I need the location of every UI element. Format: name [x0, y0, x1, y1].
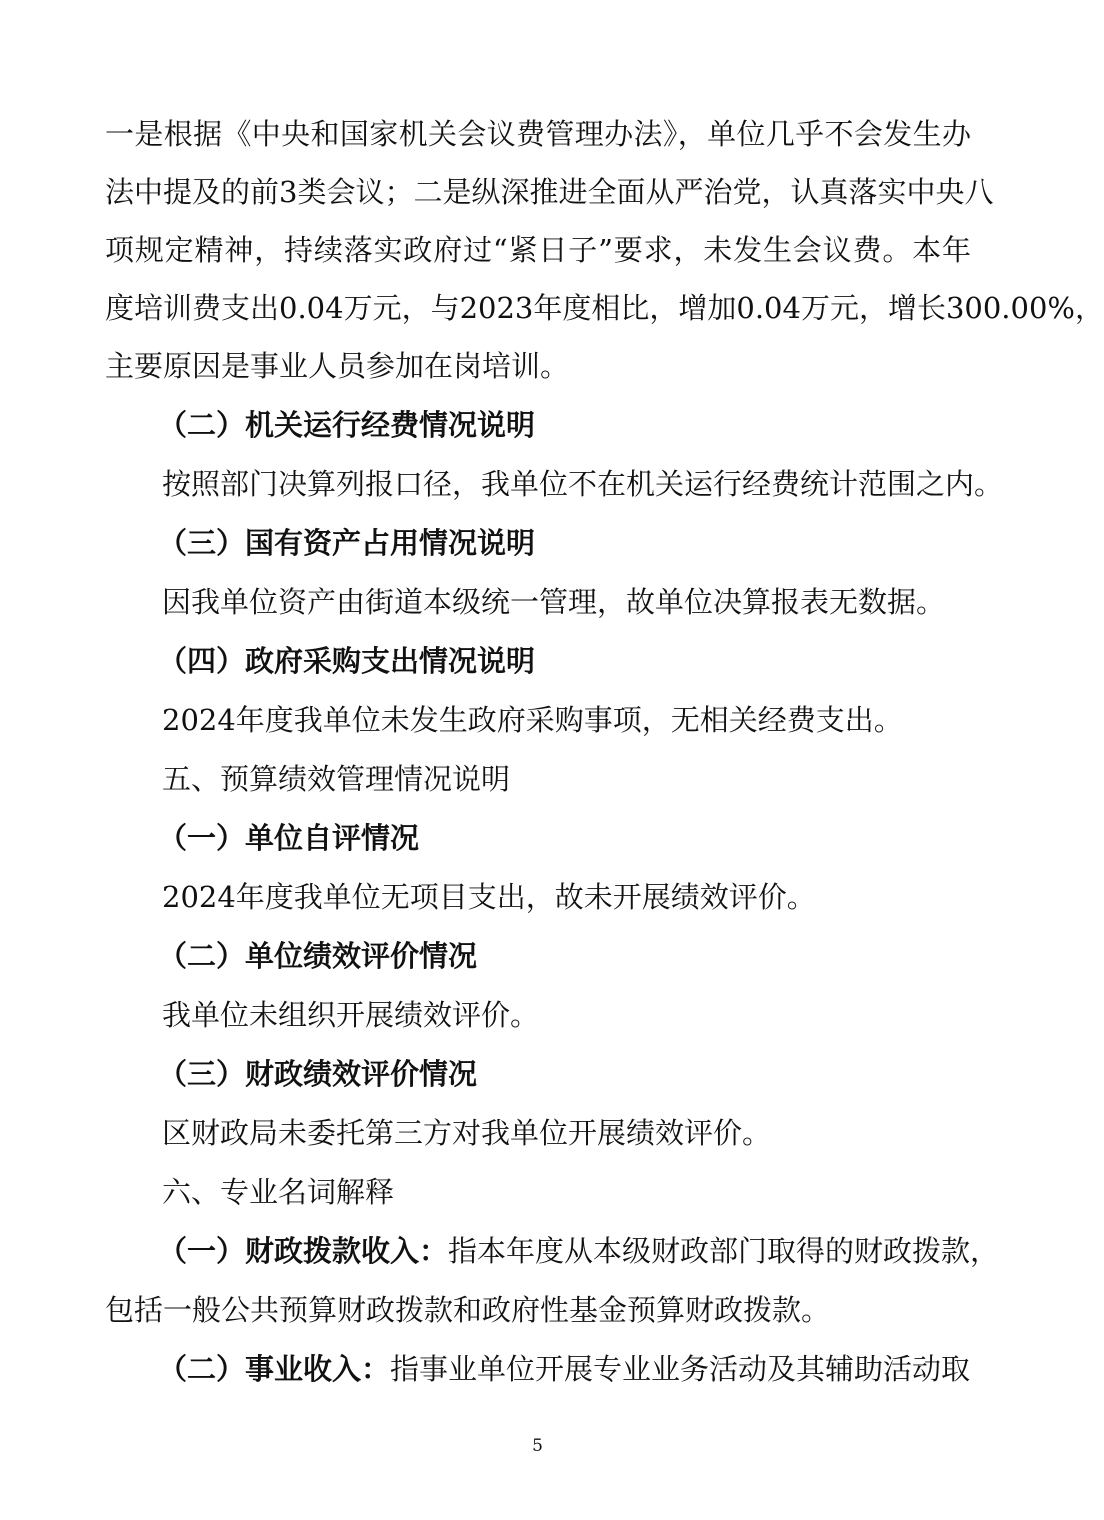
paragraph-line: 法中提及的前3类会议；二是纵深推进全面从严治党，认真落实中央八 — [105, 175, 994, 209]
section-heading: （四）政府采购支出情况说明 — [158, 644, 536, 678]
paragraph-line: 度培训费支出0.04万元，与2023年度相比，增加0.04万元，增长300.00%， — [105, 291, 1104, 325]
term-definition-line — [158, 1349, 971, 1389]
section-heading: （二）机关运行经费情况说明 — [158, 408, 536, 442]
term-label: （二）事业收入： — [158, 1352, 391, 1386]
term-definition-line — [158, 1231, 1000, 1271]
term-label: （一）财政拨款收入： — [158, 1234, 449, 1268]
section-heading: （一）单位自评情况 — [158, 821, 420, 855]
paragraph-line: 区财政局未委托第三方对我单位开展绩效评价。 — [162, 1116, 772, 1150]
paragraph-line: 按照部门决算列报口径，我单位不在机关运行经费统计范围之内。 — [162, 467, 1004, 501]
term-text: 指本年度从本级财政部门取得的财政拨款， — [448, 1234, 1000, 1268]
paragraph-line: 包括一般公共预算财政拨款和政府性基金预算财政拨款。 — [105, 1293, 831, 1327]
paragraph-line: 2024年度我单位未发生政府采购事项，无相关经费支出。 — [162, 703, 903, 737]
chapter-heading: 五、预算绩效管理情况说明 — [162, 762, 511, 796]
paragraph-line: 项规定精神，持续落实政府过“紧日子”要求，未发生会议费。本年 — [105, 233, 971, 267]
paragraph-line: 因我单位资产由街道本级统一管理，故单位决算报表无数据。 — [162, 585, 946, 619]
paragraph-line: 主要原因是事业人员参加在岗培训。 — [105, 349, 570, 383]
paragraph-line: 一是根据《中央和国家机关会议费管理办法》，单位几乎不会发生办 — [105, 117, 971, 151]
paragraph-line: 我单位未组织开展绩效评价。 — [162, 998, 540, 1032]
page-number: 5 — [532, 1436, 543, 1456]
section-heading: （三）财政绩效评价情况 — [158, 1057, 478, 1091]
section-heading: （二）单位绩效评价情况 — [158, 939, 478, 973]
paragraph-line: 2024年度我单位无项目支出，故未开展绩效评价。 — [162, 880, 816, 914]
term-text: 指事业单位开展专业业务活动及其辅助活动取 — [390, 1352, 971, 1386]
section-heading: （三）国有资产占用情况说明 — [158, 526, 536, 560]
chapter-heading: 六、专业名词解释 — [162, 1175, 395, 1209]
